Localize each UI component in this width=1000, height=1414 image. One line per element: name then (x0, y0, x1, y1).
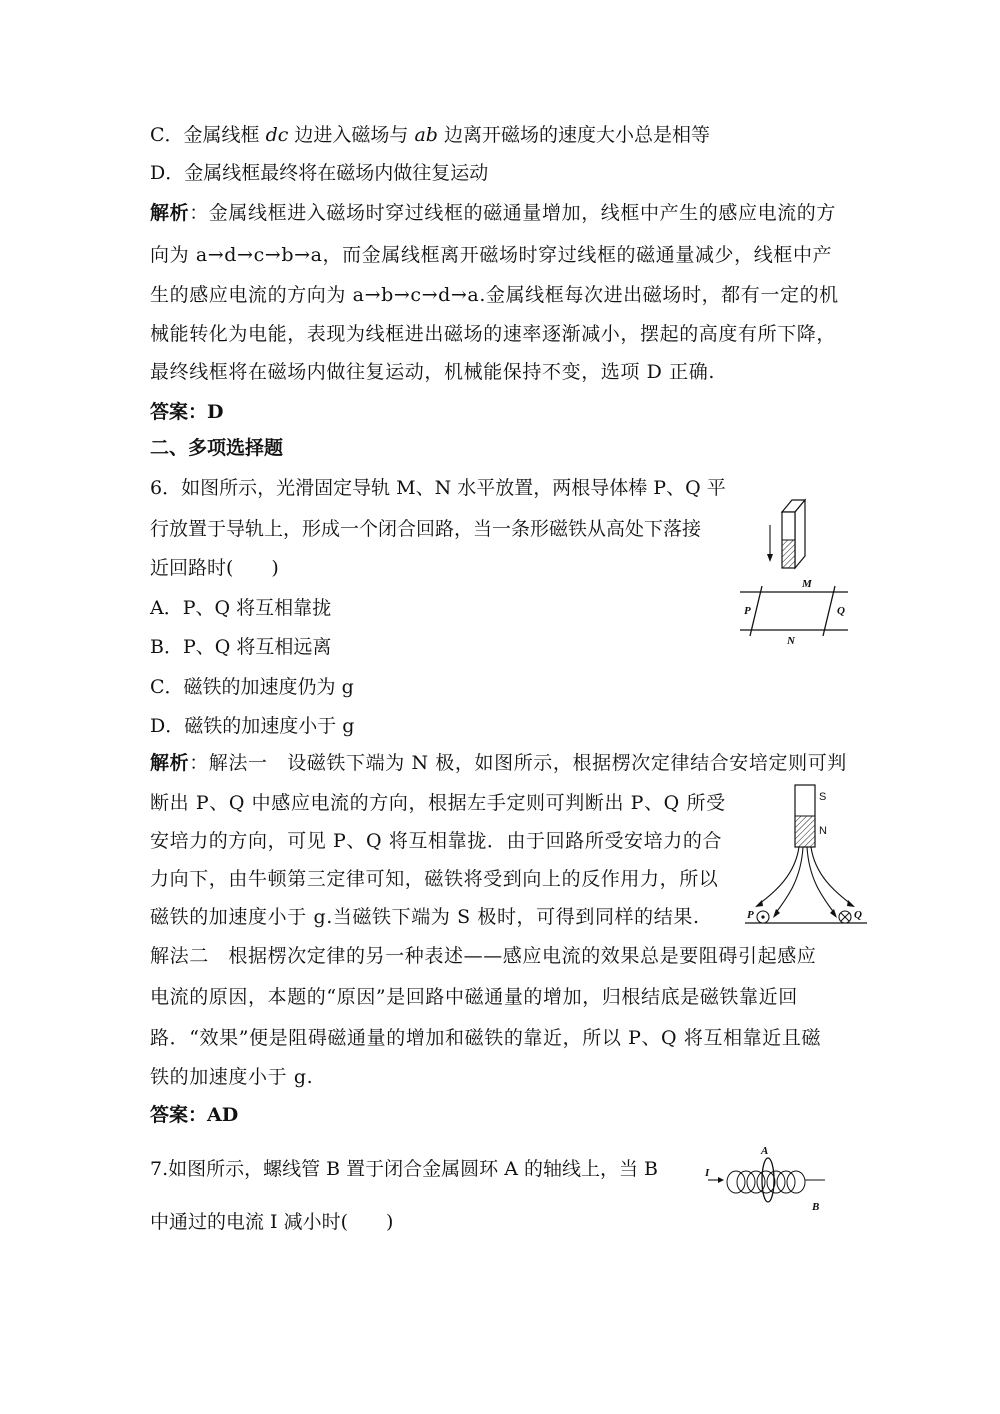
q6-answer: 答案：AD (150, 1104, 239, 1126)
q7-line1: 7.如图所示，螺线管 B 置于闭合金属圆环 A 的轴线上，当 B (150, 1158, 658, 1180)
fig2-label-s: S (819, 791, 827, 803)
analysis5-line3: 生的感应电流的方向为 a→b→c→d→a.金属线框每次进出磁场时，都有一定的机 (150, 284, 839, 306)
q6-analysis-line4: 力向下，由牛顿第三定律可知，磁铁将受到向上的反作用力，所以 (150, 868, 719, 890)
q6-line1: 6．如图所示，光滑固定导轨 M、N 水平放置，两根导体棒 P、Q 平 (150, 477, 726, 499)
option-d-prev: D．金属线框最终将在磁场内做往复运动 (150, 162, 489, 184)
q6-line3: 近回路时( ) (150, 557, 279, 579)
fig1-label-m: M (802, 578, 812, 590)
fig2-label-q: Q (854, 909, 862, 921)
analysis5-line5: 最终线框将在磁场内做往复运动，机械能保持不变，选项 D 正确. (150, 361, 715, 383)
q6-option-c: C．磁铁的加速度仍为 g (150, 676, 354, 698)
q6-analysis-line8: 路．“效果”便是阻碍磁通量的增加和磁铁的靠近，所以 P、Q 将互相靠近且磁 (150, 1027, 822, 1049)
q6-analysis-line3: 安培力的方向，可见 P、Q 将互相靠拢．由于回路所受安培力的合 (150, 830, 723, 852)
option-c-prev: C．金属线框 dc 边进入磁场与 ab 边离开磁场的速度大小总是相等 (150, 124, 711, 146)
q6-analysis-line7: 电流的原因，本题的“原因”是回路中磁通量的增加，归根结底是磁铁靠近回 (150, 986, 798, 1008)
q6-line2: 行放置于导轨上，形成一个闭合回路，当一条形磁铁从高处下落接 (150, 518, 702, 540)
answer5: 答案：D (150, 401, 224, 423)
q6-analysis-line5: 磁铁的加速度小于 g.当磁铁下端为 S 极时，可得到同样的结果. (150, 906, 700, 928)
fig1-label-p: P (744, 605, 751, 617)
fig2-label-n-pole: N (819, 825, 827, 837)
q6-figure-field-lines (735, 780, 870, 930)
analysis5-line4: 械能转化为电能，表现为线框进出磁场的速率逐渐减小，摆起的高度有所下降， (150, 323, 837, 345)
q6-option-a: A．P、Q 将互相靠拢 (150, 597, 332, 619)
fig3-label-b: B (812, 1201, 820, 1213)
fig3-label-a: A (761, 1145, 769, 1157)
q7-figure-solenoid (700, 1140, 835, 1215)
analysis5-line1: 解析：金属线框进入磁场时穿过线框的磁通量增加，线框中产生的感应电流的方 (150, 202, 837, 224)
fig1-label-n: N (787, 635, 795, 647)
q6-figure-rails-magnet (730, 490, 870, 650)
q6-analysis-line2: 断出 P、Q 中感应电流的方向，根据左手定则可判断出 P、Q 所受 (150, 792, 726, 814)
q7-line2: 中通过的电流 I 减小时( ) (150, 1211, 394, 1233)
q6-analysis-line6: 解法二 根据楞次定律的另一种表述——感应电流的效果总是要阻碍引起感应 (150, 945, 817, 967)
analysis5-line2: 向为 a→d→c→b→a，而金属线框离开磁场时穿过线框的磁通量减少，线框中产 (150, 244, 833, 266)
fig3-label-i: I (705, 1167, 710, 1179)
q6-analysis-line1: 解析：解法一 设磁铁下端为 N 极，如图所示，根据楞次定律结合安培定则可判 (150, 752, 847, 774)
q6-option-b: B．P、Q 将互相远离 (150, 636, 332, 658)
section-heading: 二、多项选择题 (150, 437, 284, 459)
fig1-label-q: Q (837, 605, 845, 617)
fig2-label-p: P (747, 909, 754, 921)
q6-analysis-line9: 铁的加速度小于 g. (150, 1066, 314, 1088)
q6-option-d: D．磁铁的加速度小于 g (150, 715, 355, 737)
